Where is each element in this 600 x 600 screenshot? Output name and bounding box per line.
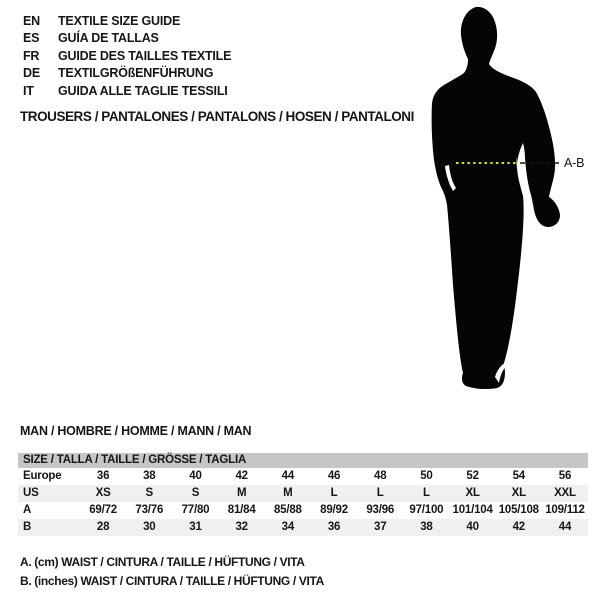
table-cell: L: [422, 487, 430, 499]
row-label: US: [23, 487, 39, 499]
legend-item-fr: [23, 48, 231, 65]
table-cell: L: [376, 487, 384, 499]
section-title-man: MAN / HOMBRE / HOMME / MANN / MAN: [20, 424, 252, 438]
language-title: TEXTILE SIZE GUIDE: [58, 14, 181, 28]
size-table: [18, 453, 588, 536]
table-cell: 32: [235, 521, 248, 533]
language-code: DE: [23, 66, 40, 81]
table-cell: S: [191, 487, 200, 499]
note-b: B. (inches) WAIST / CINTURA / TAILLE / HÜFTUNG / VITA: [20, 573, 324, 588]
category-title: TROUSERS / PANTALONES / PANTALONS / HOSEN / PANTALONI: [20, 109, 414, 124]
table-cell: 56: [558, 470, 572, 482]
table-cell: 46: [327, 470, 341, 482]
table-cell: 85/88: [273, 504, 302, 516]
row-label: Europe: [23, 470, 62, 482]
table-cell: M: [283, 487, 293, 499]
size-row-b-inches: [18, 519, 588, 536]
row-label: B: [23, 521, 32, 533]
table-cell: XL: [465, 487, 480, 499]
table-cell: 44: [558, 521, 572, 533]
table-cell: 52: [466, 470, 479, 482]
table-cell: 44: [281, 470, 295, 482]
table-cell: S: [145, 487, 154, 499]
language-code: ES: [23, 31, 40, 46]
table-cell: 50: [420, 470, 433, 482]
table-cell: XL: [511, 487, 526, 499]
table-cell: 40: [466, 521, 479, 533]
table-cell: 109/112: [545, 504, 585, 516]
table-cell: L: [330, 487, 338, 499]
table-cell: XXL: [554, 487, 576, 499]
measure-label: A-B: [564, 156, 585, 170]
table-cell: 73/76: [135, 504, 164, 516]
size-row-a-cm: [18, 502, 588, 519]
table-cell: 42: [512, 521, 525, 533]
note-a: A. (cm) WAIST / CINTURA / TAILLE / HÜFTUNG / VITA: [20, 555, 305, 569]
table-cell: 105/108: [498, 504, 539, 516]
size-table-header: SIZE / TALLA / TAILLE / GRÖSSE / TAGLIA: [18, 453, 588, 468]
table-cell: XS: [95, 487, 111, 499]
table-cell: 54: [512, 470, 525, 482]
table-cell: 38: [143, 470, 156, 482]
table-cell: 48: [374, 470, 387, 482]
table-cell: 31: [189, 521, 202, 533]
table-cell: 81/84: [227, 504, 256, 516]
legend-item-de: [23, 65, 231, 82]
measurement-notes: [20, 553, 324, 590]
table-cell: 36: [96, 470, 110, 482]
row-label: A: [23, 504, 32, 516]
table-cell: 37: [374, 521, 387, 533]
language-title: GUÍA DE TALLAS: [58, 31, 159, 46]
table-cell: 34: [281, 521, 295, 533]
size-row-europe: [18, 468, 588, 485]
language-code: FR: [23, 48, 40, 63]
language-legend: [23, 13, 231, 100]
size-row-us: [18, 485, 588, 502]
table-cell: 42: [235, 470, 248, 482]
table-cell: 40: [189, 470, 202, 482]
legend-item-it: [23, 83, 231, 100]
table-cell: 36: [327, 521, 341, 533]
language-code: IT: [23, 83, 34, 98]
table-cell: 89/92: [320, 504, 348, 516]
table-cell: 77/80: [181, 504, 210, 516]
language-title: GUIDE DES TAILLES TEXTILE: [58, 48, 232, 63]
table-cell: M: [236, 487, 247, 499]
language-title: GUIDA ALLE TAGLIE TESSILI: [58, 83, 228, 98]
table-cell: 101/104: [452, 504, 493, 516]
language-title: TEXTILGRÖßENFÜHRUNG: [58, 66, 214, 81]
table-cell: 30: [143, 521, 156, 533]
legend-item-es: [23, 30, 231, 47]
man-silhouette: [432, 7, 560, 389]
table-cell: 38: [420, 521, 433, 533]
table-cell: 28: [96, 521, 110, 533]
table-cell: 69/72: [89, 504, 117, 516]
language-code: EN: [23, 14, 40, 28]
legend-item-en: [23, 13, 231, 30]
table-cell: 93/96: [366, 504, 395, 516]
table-cell: 97/100: [409, 504, 444, 516]
